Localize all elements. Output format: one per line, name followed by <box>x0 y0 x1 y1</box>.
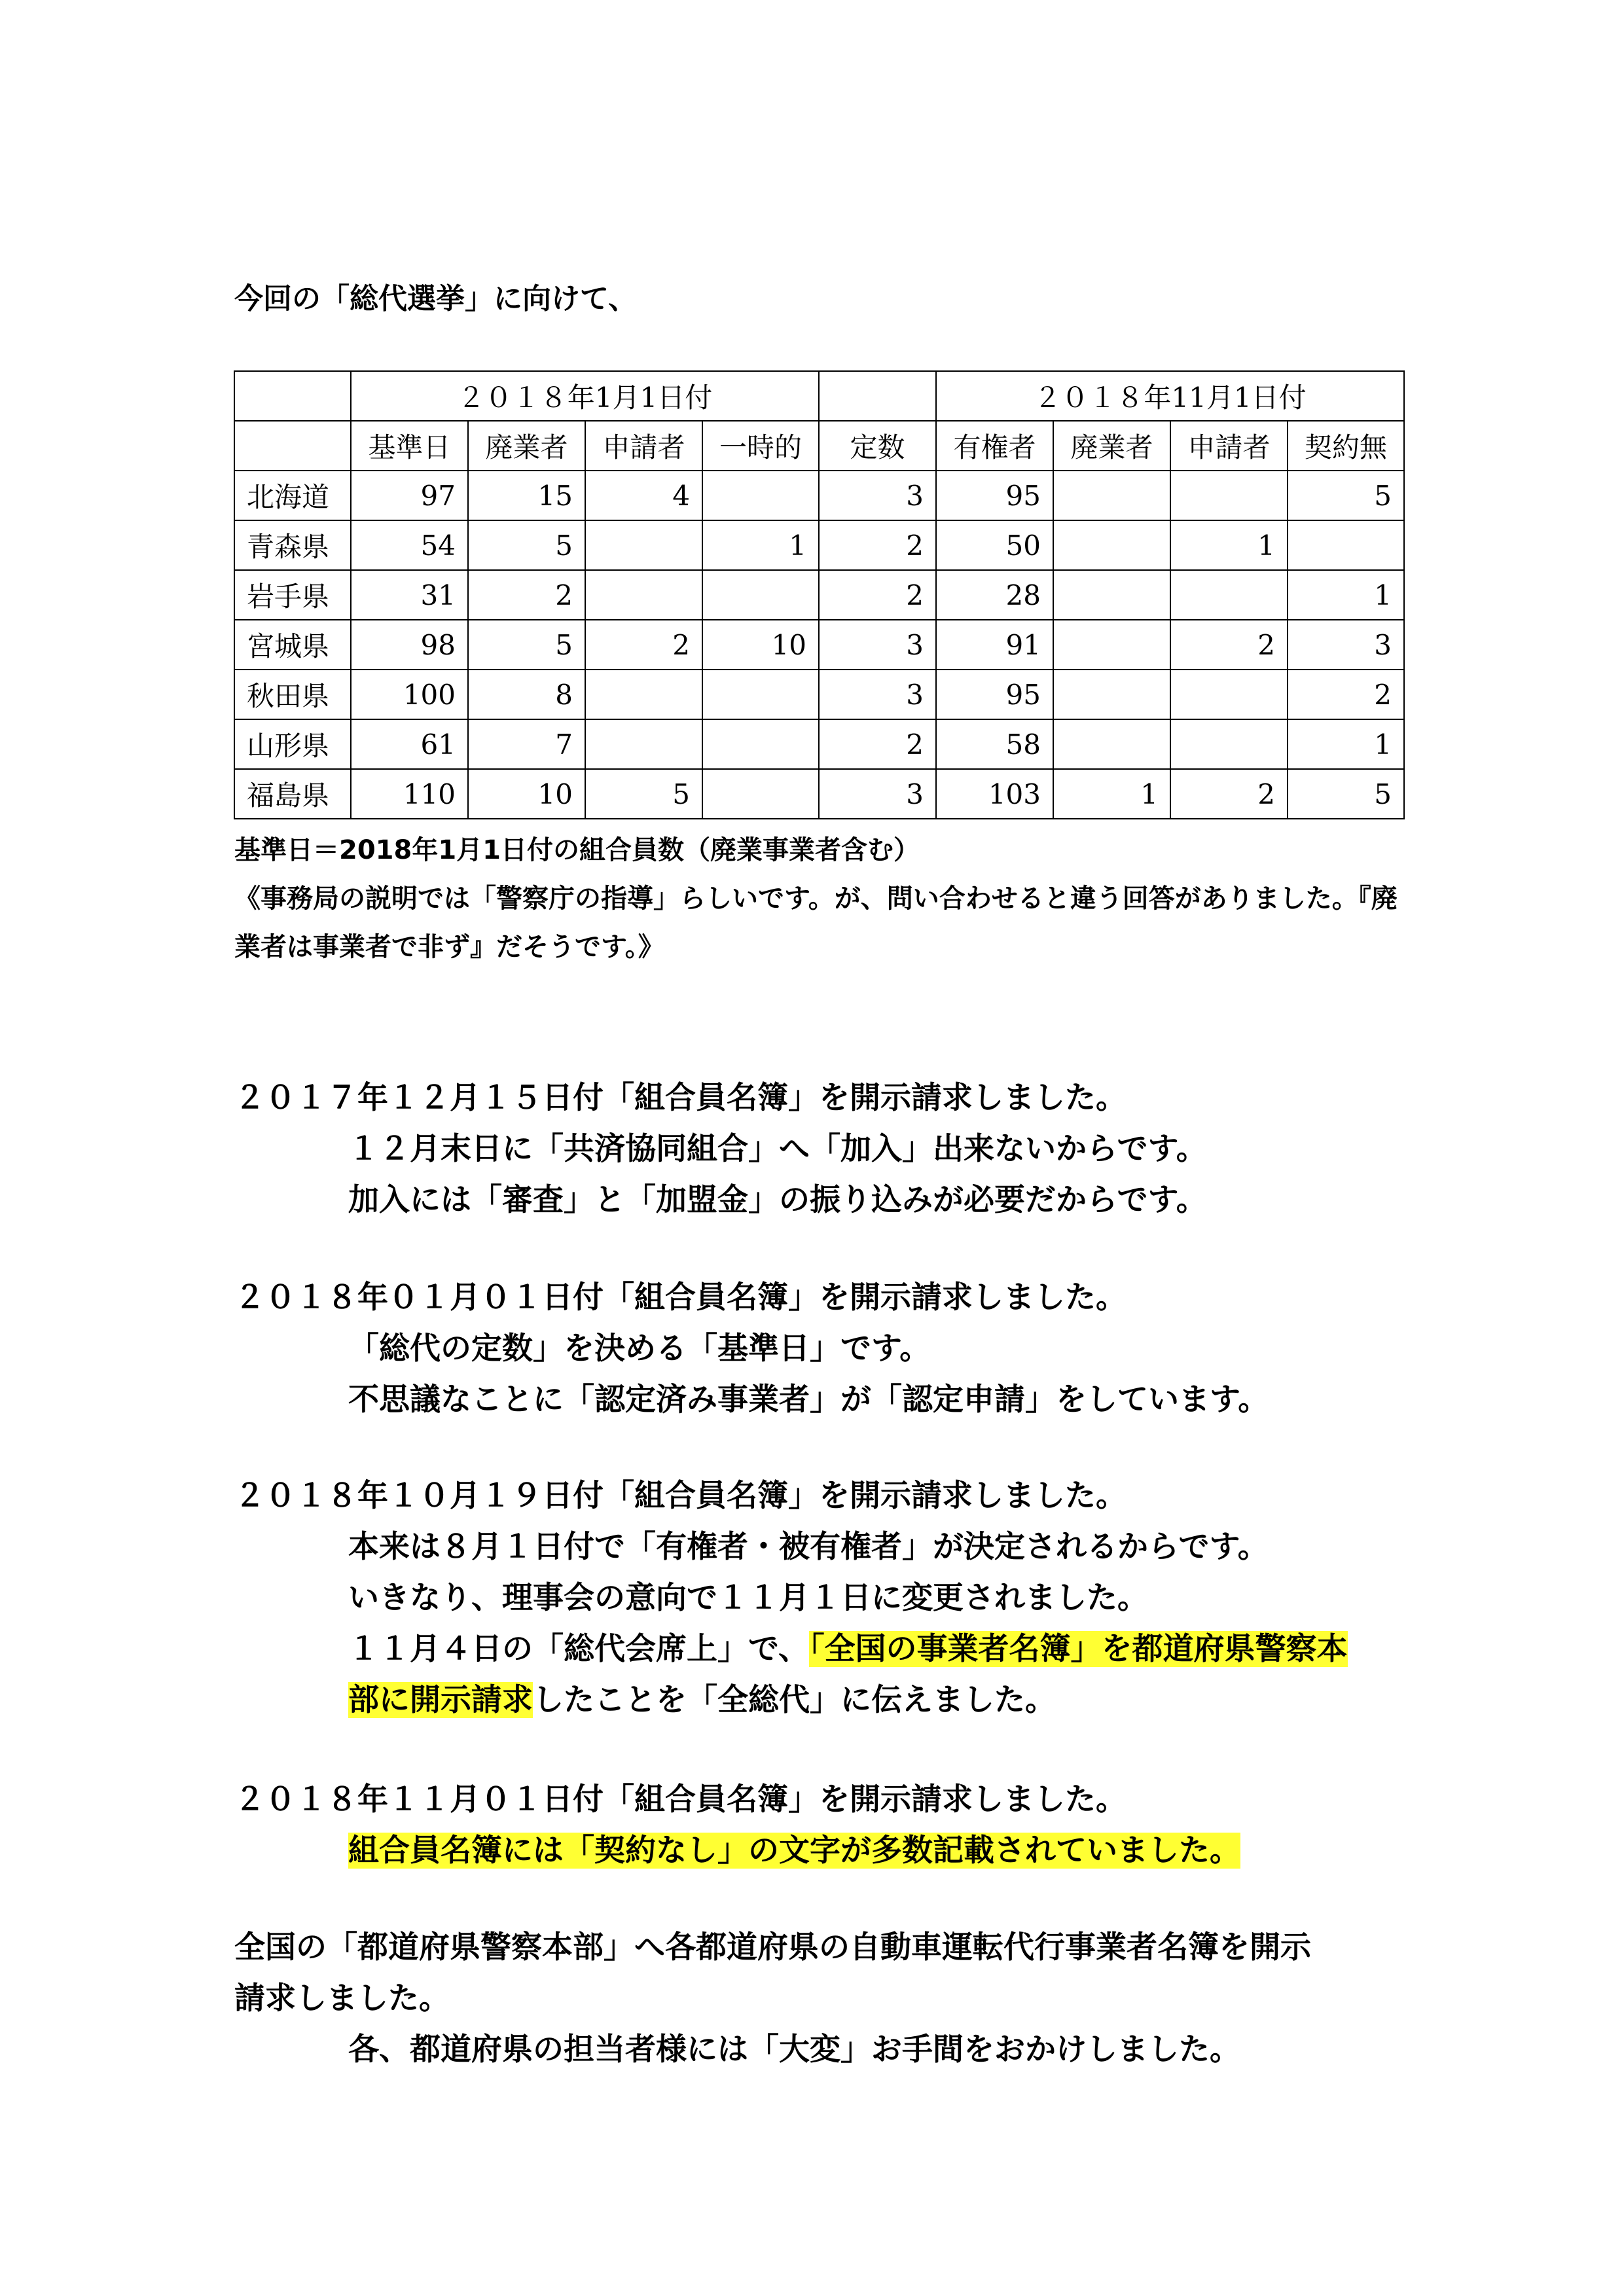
section3-line3-text: １１月４日の「総代会席上」で、 <box>348 1631 810 1667</box>
value-cell: 1 <box>1288 570 1404 620</box>
value-cell: 2 <box>1170 769 1288 819</box>
value-cell: 5 <box>468 520 585 570</box>
value-cell: 98 <box>351 620 468 670</box>
intro-text: 今回の「総代選挙」に向けて、 <box>234 282 638 315</box>
value-cell: 4 <box>585 471 702 520</box>
section1-line1: １２月末日に「共済協同組合」へ「加入」出来ないからです。 <box>348 1131 1207 1167</box>
value-cell: 2 <box>1170 620 1288 670</box>
column-header: 廃業者 <box>1053 421 1170 471</box>
value-cell: 1 <box>1170 520 1288 570</box>
value-cell: 1 <box>702 520 819 570</box>
value-cell: 5 <box>1288 471 1404 520</box>
value-cell: 58 <box>936 719 1053 769</box>
value-cell <box>1053 620 1170 670</box>
value-cell: 31 <box>351 570 468 620</box>
value-cell: 50 <box>936 520 1053 570</box>
value-cell: 3 <box>1288 620 1404 670</box>
column-header: 一時的 <box>702 421 819 471</box>
value-cell: 10 <box>468 769 585 819</box>
section2-heading: ２０１８年０１月０１日付「組合員名簿」を開示請求しました。 <box>234 1280 1127 1316</box>
prefecture-cell: 青森県 <box>234 520 351 570</box>
value-cell: 2 <box>819 520 936 570</box>
value-cell: 1 <box>1053 769 1170 819</box>
value-cell <box>1053 471 1170 520</box>
section2-line1: 「総代の定数」を決める「基準日」です。 <box>348 1331 931 1367</box>
value-cell <box>585 719 702 769</box>
value-cell: 5 <box>1288 769 1404 819</box>
value-cell: 95 <box>936 471 1053 520</box>
prefecture-cell: 宮城県 <box>234 620 351 670</box>
value-cell: 1 <box>1288 719 1404 769</box>
group2-header: ２０１８年11月1日付 <box>936 371 1404 421</box>
value-cell: 2 <box>468 570 585 620</box>
value-cell: 3 <box>819 620 936 670</box>
group1-header: ２０１８年1月1日付 <box>351 371 819 421</box>
table-row <box>234 769 1404 819</box>
section4-line1 <box>348 1826 1240 1870</box>
table-corner-cell <box>234 371 351 421</box>
section1-heading: ２０１７年１２月１５日付「組合員名簿」を開示請求しました。 <box>234 1080 1127 1116</box>
section1-line2: 加入には「審査」と「加盟金」の振り込みが必要だからです。 <box>348 1182 1207 1218</box>
value-cell: 5 <box>585 769 702 819</box>
value-cell <box>702 719 819 769</box>
value-cell <box>585 570 702 620</box>
value-cell: 15 <box>468 471 585 520</box>
value-cell: 3 <box>819 769 936 819</box>
prefecture-cell: 福島県 <box>234 769 351 819</box>
table-column-header-row <box>234 421 1404 471</box>
section3-line4 <box>348 1676 1056 1719</box>
value-cell: 3 <box>819 471 936 520</box>
section4-heading: ２０１８年１１月０１日付「組合員名簿」を開示請求しました。 <box>234 1782 1127 1818</box>
section3-heading: ２０１８年１０月１９日付「組合員名簿」を開示請求しました。 <box>234 1478 1127 1514</box>
section3-line4-text: したことを「全総代」に伝えました。 <box>533 1682 1056 1718</box>
value-cell <box>1288 520 1404 570</box>
value-cell <box>702 670 819 719</box>
highlighted-text: 「全国の事業者名簿」を都道府県警察本 <box>809 1631 1348 1667</box>
section5-line1: 全国の「都道府県警察本部」へ各都道府県の自動車運転代行事業者名簿を開示 <box>234 1929 1311 1965</box>
value-cell: 2 <box>585 620 702 670</box>
explanation-note-line1: 《事務局の説明では「警察庁の指導」らしいです。が、問い合わせると違う回答がありました。『廃 <box>234 884 1398 914</box>
value-cell: 95 <box>936 670 1053 719</box>
column-header: 基準日 <box>351 421 468 471</box>
table-row <box>234 471 1404 520</box>
value-cell: 91 <box>936 620 1053 670</box>
column-header: 有権者 <box>936 421 1053 471</box>
value-cell: 28 <box>936 570 1053 620</box>
table-group-header-row <box>234 371 1404 421</box>
value-cell: 61 <box>351 719 468 769</box>
prefecture-cell: 秋田県 <box>234 670 351 719</box>
section5-line3: 各、都道府県の担当者様には「大変」お手間をおかけしました。 <box>348 2032 1240 2068</box>
value-cell: 7 <box>468 719 585 769</box>
value-cell: 10 <box>702 620 819 670</box>
value-cell: 2 <box>819 570 936 620</box>
section2-line2: 不思議なことに「認定済み事業者」が「認定申請」をしています。 <box>348 1382 1269 1418</box>
column-header: 申請者 <box>1170 421 1288 471</box>
value-cell: 103 <box>936 769 1053 819</box>
value-cell <box>1170 570 1288 620</box>
value-cell: 5 <box>468 620 585 670</box>
value-cell: 100 <box>351 670 468 719</box>
value-cell <box>1170 471 1288 520</box>
table-row <box>234 719 1404 769</box>
value-cell: 2 <box>1288 670 1404 719</box>
value-cell <box>1053 719 1170 769</box>
column-header: 申請者 <box>585 421 702 471</box>
section3-line3 <box>348 1624 1348 1668</box>
value-cell: 3 <box>819 670 936 719</box>
value-cell <box>702 471 819 520</box>
value-cell: 8 <box>468 670 585 719</box>
section5-line2: 請求しました。 <box>234 1981 450 2017</box>
value-cell <box>585 670 702 719</box>
value-cell <box>1053 670 1170 719</box>
table-row <box>234 520 1404 570</box>
prefecture-cell: 山形県 <box>234 719 351 769</box>
prefecture-cell: 岩手県 <box>234 570 351 620</box>
explanation-note-line2: 業者は事業者で非ず』だそうです。》 <box>234 932 664 962</box>
prefecture-cell: 北海道 <box>234 471 351 520</box>
value-cell <box>1170 670 1288 719</box>
value-cell: 2 <box>819 719 936 769</box>
table-row <box>234 670 1404 719</box>
column-header: 契約無 <box>1288 421 1404 471</box>
value-cell <box>1170 719 1288 769</box>
table-corner-cell <box>234 421 351 471</box>
table-body <box>234 471 1404 819</box>
member-count-table <box>234 370 1405 819</box>
section3-line1: 本来は８月１日付で「有権者・被有権者」が決定されるからです。 <box>348 1529 1269 1565</box>
value-cell <box>585 520 702 570</box>
value-cell: 54 <box>351 520 468 570</box>
value-cell <box>702 769 819 819</box>
value-cell: 110 <box>351 769 468 819</box>
table-row <box>234 620 1404 670</box>
column-header: 定数 <box>819 421 936 471</box>
group-spacer-cell <box>819 371 936 421</box>
highlighted-text: 部に開示請求 <box>348 1682 533 1718</box>
value-cell <box>1053 570 1170 620</box>
section3-line2: いきなり、理事会の意向で１１月１日に変更されました。 <box>348 1580 1148 1616</box>
table-row <box>234 570 1404 620</box>
value-cell: 97 <box>351 471 468 520</box>
definition-note: 基準日＝2018年1月1日付の組合員数（廃業事業者含む） <box>234 835 920 865</box>
highlighted-text: 組合員名簿には「契約なし」の文字が多数記載されていました。 <box>348 1833 1240 1869</box>
value-cell <box>1053 520 1170 570</box>
value-cell <box>702 570 819 620</box>
column-header: 廃業者 <box>468 421 585 471</box>
